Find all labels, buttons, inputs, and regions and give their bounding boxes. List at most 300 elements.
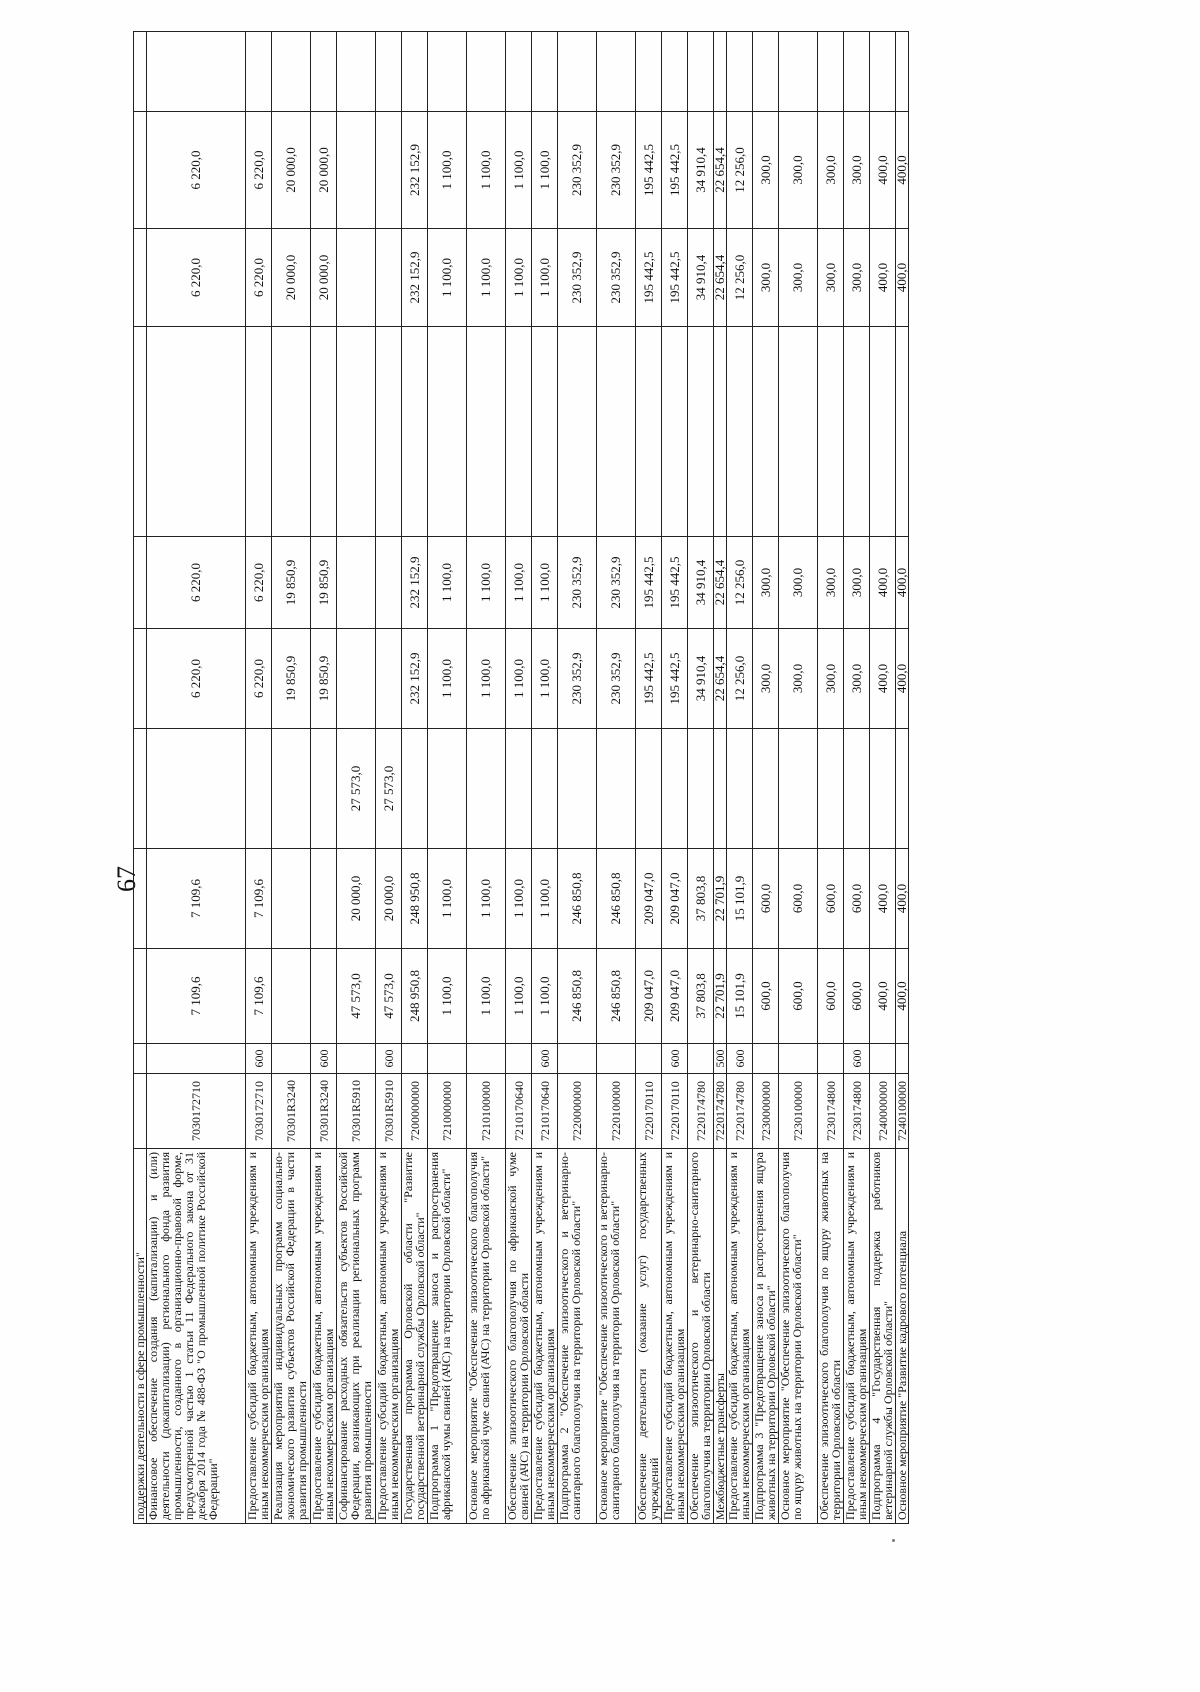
expense-type-cell	[779, 1044, 818, 1074]
amount-cell	[844, 327, 870, 537]
row-name-cell: Основное мероприятие "Развитие кадрового потенциала	[896, 1149, 909, 1524]
amount-cell: 400,0	[896, 537, 909, 629]
amount-cell: 300,0	[779, 537, 818, 629]
amount-cell	[134, 112, 147, 229]
row-name-cell: Подпрограмма 2 "Обеспечение эпизоотического и ветеринарно-санитарного благополучия на территории Орловской области"	[558, 1149, 597, 1524]
expense-type-cell	[272, 1044, 311, 1074]
amount-cell	[714, 327, 727, 537]
amount-cell: 400,0	[896, 112, 909, 229]
amount-cell: 7 109,6	[147, 849, 246, 949]
table-row	[402, 32, 428, 1524]
amount-cell: 600,0	[753, 949, 779, 1044]
amount-cell	[753, 32, 779, 112]
target-code-cell: 7230000000	[753, 1074, 779, 1149]
table-row	[727, 32, 753, 1524]
table-row	[714, 32, 727, 1524]
amount-cell: 20 000,0	[376, 849, 402, 949]
amount-cell	[753, 327, 779, 537]
row-name-cell: Обеспечение эпизоотического и ветеринарно-санитарного благополучия на территории Орловской области	[688, 1149, 714, 1524]
amount-cell: 1 100,0	[467, 537, 506, 629]
amount-cell: 209 047,0	[636, 949, 662, 1044]
amount-cell	[402, 32, 428, 112]
amount-cell	[597, 729, 636, 849]
amount-cell: 7 109,6	[147, 949, 246, 1044]
amount-cell: 20 000,0	[272, 112, 311, 229]
amount-cell: 19 850,9	[272, 537, 311, 629]
target-code-cell: 7030172710	[246, 1074, 272, 1149]
table-row	[337, 32, 376, 1524]
amount-cell	[597, 32, 636, 112]
amount-cell	[428, 32, 467, 112]
table-row	[532, 32, 558, 1524]
row-name-cell: Обеспечение эпизоотического благополучия по ящуру животных на территории Орловской области	[818, 1149, 844, 1524]
amount-cell: 230 352,9	[597, 629, 636, 729]
amount-cell	[311, 949, 337, 1044]
amount-cell	[896, 327, 909, 537]
expense-type-cell	[870, 1044, 896, 1074]
amount-cell	[636, 729, 662, 849]
target-code-cell: 70301R5910	[376, 1074, 402, 1149]
table-row	[246, 32, 272, 1524]
amount-cell	[402, 327, 428, 537]
amount-cell: 12 256,0	[727, 229, 753, 327]
amount-cell: 34 910,4	[688, 629, 714, 729]
amount-cell: 1 100,0	[467, 229, 506, 327]
amount-cell: 22 654,4	[714, 537, 727, 629]
amount-cell: 1 100,0	[506, 849, 532, 949]
table-row	[753, 32, 779, 1524]
amount-cell: 300,0	[844, 229, 870, 327]
amount-cell	[506, 729, 532, 849]
expense-type-cell: 600	[376, 1044, 402, 1074]
amount-cell: 1 100,0	[428, 629, 467, 729]
expense-type-cell: 600	[311, 1044, 337, 1074]
amount-cell	[688, 327, 714, 537]
amount-cell	[662, 729, 688, 849]
target-code-cell: 7210000000	[428, 1074, 467, 1149]
table-row	[311, 32, 337, 1524]
target-code-cell: 7230174800	[818, 1074, 844, 1149]
amount-cell	[147, 32, 246, 112]
amount-cell: 232 152,9	[402, 537, 428, 629]
amount-cell: 22 654,4	[714, 629, 727, 729]
amount-cell	[376, 537, 402, 629]
expense-type-cell	[753, 1044, 779, 1074]
amount-cell	[558, 327, 597, 537]
budget-table	[133, 31, 909, 1524]
target-code-cell: 7220174780	[714, 1074, 727, 1149]
amount-cell: 37 803,8	[688, 949, 714, 1044]
amount-cell: 300,0	[779, 629, 818, 729]
amount-cell	[134, 32, 147, 112]
amount-cell	[467, 327, 506, 537]
amount-cell: 300,0	[844, 537, 870, 629]
amount-cell	[134, 629, 147, 729]
amount-cell: 400,0	[896, 849, 909, 949]
expense-type-cell	[818, 1044, 844, 1074]
amount-cell: 19 850,9	[272, 629, 311, 729]
amount-cell: 400,0	[870, 629, 896, 729]
table-row	[147, 32, 246, 1524]
amount-cell: 12 256,0	[727, 112, 753, 229]
expense-type-cell: 600	[246, 1044, 272, 1074]
amount-cell: 1 100,0	[428, 537, 467, 629]
amount-cell	[311, 32, 337, 112]
target-code-cell: 7200000000	[402, 1074, 428, 1149]
amount-cell: 27 573,0	[376, 729, 402, 849]
amount-cell: 600,0	[844, 949, 870, 1044]
amount-cell	[376, 112, 402, 229]
amount-cell	[870, 729, 896, 849]
amount-cell: 1 100,0	[428, 849, 467, 949]
amount-cell: 1 100,0	[506, 537, 532, 629]
amount-cell	[246, 327, 272, 537]
amount-cell	[272, 327, 311, 537]
table-row	[376, 32, 402, 1524]
row-name-cell: поддержки деятельности в сфере промышленности"	[134, 1149, 147, 1524]
amount-cell: 195 442,5	[662, 629, 688, 729]
row-name-cell: Предоставление субсидий бюджетным, автономным учреждениям и иным некоммерческим организациям	[246, 1149, 272, 1524]
amount-cell: 400,0	[896, 629, 909, 729]
target-code-cell: 7210170640	[532, 1074, 558, 1149]
expense-type-cell	[428, 1044, 467, 1074]
table-row	[558, 32, 597, 1524]
amount-cell	[844, 729, 870, 849]
expense-type-cell: 600	[662, 1044, 688, 1074]
target-code-cell: 7240000000	[870, 1074, 896, 1149]
amount-cell	[818, 32, 844, 112]
amount-cell	[428, 327, 467, 537]
expense-type-cell	[402, 1044, 428, 1074]
row-name-cell: Предоставление субсидий бюджетным, автономным учреждениям и иным некоммерческим организациям	[311, 1149, 337, 1524]
amount-cell: 300,0	[753, 112, 779, 229]
row-name-cell: Государственная программа Орловской области "Развитие государственной ветеринарной службы Орловской области"	[402, 1149, 428, 1524]
row-name-cell: Предоставление субсидий бюджетным, автономным учреждениям и иным некоммерческим организациям	[727, 1149, 753, 1524]
amount-cell: 7 109,6	[246, 849, 272, 949]
amount-cell	[727, 327, 753, 537]
amount-cell	[337, 327, 376, 537]
table-row	[662, 32, 688, 1524]
amount-cell: 246 850,8	[597, 849, 636, 949]
amount-cell: 6 220,0	[246, 537, 272, 629]
amount-cell: 209 047,0	[662, 949, 688, 1044]
target-code-cell: 7210170640	[506, 1074, 532, 1149]
amount-cell	[376, 32, 402, 112]
amount-cell: 300,0	[818, 229, 844, 327]
target-code-cell: 7220174780	[688, 1074, 714, 1149]
amount-cell: 400,0	[896, 229, 909, 327]
row-name-cell: Реализация мероприятий индивидуальных программ социально-экономического развития субъектов Российской Федерации в части развития промышленности	[272, 1149, 311, 1524]
amount-cell: 300,0	[753, 629, 779, 729]
amount-cell: 300,0	[753, 537, 779, 629]
amount-cell	[147, 729, 246, 849]
amount-cell: 400,0	[896, 949, 909, 1044]
expense-type-cell: 600	[532, 1044, 558, 1074]
amount-cell	[337, 229, 376, 327]
amount-cell: 12 256,0	[727, 537, 753, 629]
amount-cell: 22 701,9	[714, 849, 727, 949]
amount-cell	[870, 32, 896, 112]
amount-cell: 1 100,0	[506, 949, 532, 1044]
amount-cell	[896, 729, 909, 849]
amount-cell: 6 220,0	[246, 229, 272, 327]
amount-cell: 600,0	[844, 849, 870, 949]
amount-cell: 6 220,0	[246, 112, 272, 229]
amount-cell	[896, 32, 909, 112]
amount-cell: 230 352,9	[597, 537, 636, 629]
target-code-cell: 7240100000	[896, 1074, 909, 1149]
amount-cell: 300,0	[779, 229, 818, 327]
row-name-cell: Основное мероприятие "Обеспечение эпизоотического благополучия по ящуру животных на территории Орловской области"	[779, 1149, 818, 1524]
amount-cell: 209 047,0	[662, 849, 688, 949]
amount-cell: 248 950,8	[402, 949, 428, 1044]
amount-cell	[272, 32, 311, 112]
table-row	[272, 32, 311, 1524]
amount-cell	[779, 327, 818, 537]
amount-cell	[376, 629, 402, 729]
amount-cell	[467, 32, 506, 112]
amount-cell: 1 100,0	[506, 629, 532, 729]
amount-cell	[532, 32, 558, 112]
amount-cell	[311, 849, 337, 949]
amount-cell: 1 100,0	[428, 112, 467, 229]
row-name-cell: Основное мероприятие "Обеспечение эпизоотического благополучия по африканской чуме свиней (АЧС) на территории Орловской области"	[467, 1149, 506, 1524]
amount-cell: 400,0	[870, 949, 896, 1044]
row-name-cell: Предоставление субсидий бюджетным, автономным учреждениям и иным некоммерческим организациям	[662, 1149, 688, 1524]
row-name-cell: Обеспечение эпизоотического благополучия по африканской чуме свиней (АЧС) на территории Орловской области	[506, 1149, 532, 1524]
table-row	[844, 32, 870, 1524]
table-row	[870, 32, 896, 1524]
row-name-cell: Предоставление субсидий бюджетным, автономным учреждениям и иным некоммерческим организациям	[376, 1149, 402, 1524]
amount-cell: 600,0	[818, 849, 844, 949]
amount-cell	[506, 32, 532, 112]
amount-cell: 37 803,8	[688, 849, 714, 949]
amount-cell: 400,0	[870, 229, 896, 327]
amount-cell: 246 850,8	[558, 849, 597, 949]
amount-cell	[818, 729, 844, 849]
amount-cell	[134, 949, 147, 1044]
amount-cell: 232 152,9	[402, 112, 428, 229]
amount-cell: 15 101,9	[727, 949, 753, 1044]
amount-cell: 22 654,4	[714, 229, 727, 327]
row-name-cell: Основное мероприятие "Обеспечение эпизоотического и ветеринарно-санитарного благополучия на территории Орловской области"	[597, 1149, 636, 1524]
amount-cell	[246, 32, 272, 112]
amount-cell: 1 100,0	[532, 112, 558, 229]
amount-cell: 600,0	[779, 949, 818, 1044]
amount-cell	[779, 32, 818, 112]
target-code-cell: 7230100000	[779, 1074, 818, 1149]
amount-cell: 34 910,4	[688, 537, 714, 629]
amount-cell	[376, 229, 402, 327]
target-code-cell	[134, 1074, 147, 1149]
amount-cell	[272, 849, 311, 949]
table-row	[779, 32, 818, 1524]
table-row	[688, 32, 714, 1524]
amount-cell	[506, 327, 532, 537]
amount-cell: 246 850,8	[597, 949, 636, 1044]
amount-cell: 300,0	[818, 537, 844, 629]
amount-cell: 20 000,0	[337, 849, 376, 949]
row-name-cell: Подпрограмма 3 "Предотвращение заноса и распространения ящура животных на территории Орловской области"	[753, 1149, 779, 1524]
row-name-cell: Межбюджетные трансферты	[714, 1149, 727, 1524]
table-body	[134, 32, 909, 1524]
amount-cell: 300,0	[844, 629, 870, 729]
amount-cell: 20 000,0	[311, 229, 337, 327]
amount-cell	[311, 327, 337, 537]
scan-speck	[892, 1539, 895, 1542]
expense-type-cell: 600	[844, 1044, 870, 1074]
amount-cell: 12 256,0	[727, 629, 753, 729]
amount-cell: 6 220,0	[246, 629, 272, 729]
amount-cell	[311, 729, 337, 849]
amount-cell	[134, 229, 147, 327]
table-row	[506, 32, 532, 1524]
amount-cell: 1 100,0	[506, 229, 532, 327]
amount-cell: 1 100,0	[532, 629, 558, 729]
amount-cell	[467, 729, 506, 849]
target-code-cell: 70301R3240	[311, 1074, 337, 1149]
amount-cell: 1 100,0	[532, 849, 558, 949]
amount-cell: 195 442,5	[636, 537, 662, 629]
amount-cell: 600,0	[779, 849, 818, 949]
expense-type-cell	[337, 1044, 376, 1074]
amount-cell	[844, 32, 870, 112]
amount-cell	[662, 32, 688, 112]
amount-cell: 19 850,9	[311, 629, 337, 729]
amount-cell: 19 850,9	[311, 537, 337, 629]
amount-cell	[134, 729, 147, 849]
amount-cell: 1 100,0	[467, 112, 506, 229]
target-code-cell: 7210100000	[467, 1074, 506, 1149]
amount-cell	[134, 537, 147, 629]
row-name-cell: Софинансирование расходных обязательств субъектов Российской Федерации, возникающих при реализации региональных программ развития промышленности	[337, 1149, 376, 1524]
amount-cell: 232 152,9	[402, 629, 428, 729]
table-row	[134, 32, 147, 1524]
amount-cell	[147, 327, 246, 537]
amount-cell: 232 152,9	[402, 229, 428, 327]
expense-type-cell	[558, 1044, 597, 1074]
amount-cell: 47 573,0	[337, 949, 376, 1044]
amount-cell: 230 352,9	[558, 229, 597, 327]
expense-type-cell: 500	[714, 1044, 727, 1074]
amount-cell: 1 100,0	[467, 949, 506, 1044]
target-code-cell: 7220170110	[636, 1074, 662, 1149]
amount-cell: 20 000,0	[272, 229, 311, 327]
expense-type-cell	[688, 1044, 714, 1074]
amount-cell: 34 910,4	[688, 229, 714, 327]
amount-cell	[337, 629, 376, 729]
row-name-cell: Подпрограмма 1 "Предотвращение заноса и распространения африканской чумы свиней (АЧС) на территории Орловской области"	[428, 1149, 467, 1524]
table-row	[467, 32, 506, 1524]
amount-cell: 20 000,0	[311, 112, 337, 229]
amount-cell	[714, 32, 727, 112]
amount-cell: 1 100,0	[532, 229, 558, 327]
amount-cell	[134, 327, 147, 537]
amount-cell: 195 442,5	[662, 537, 688, 629]
amount-cell	[597, 327, 636, 537]
target-code-cell: 7220100000	[597, 1074, 636, 1149]
amount-cell: 400,0	[870, 112, 896, 229]
target-code-cell: 70301R5910	[337, 1074, 376, 1149]
amount-cell: 230 352,9	[558, 629, 597, 729]
row-name-cell: Финансовое обеспечение создания (капитализации) и (или) деятельности (докапитализации) регионального фонда развития промышленности, созданного в организационно-правовой форме, предусмотренной частью 1 статьи 11 Федерального закона от 31 декабря 2014 года № 488-ФЗ "О промышленной политике Российской Федерации"	[147, 1149, 246, 1524]
page-number: 67	[112, 866, 141, 892]
amount-cell: 1 100,0	[532, 949, 558, 1044]
amount-cell	[662, 327, 688, 537]
target-code-cell: 70301R3240	[272, 1074, 311, 1149]
amount-cell	[428, 729, 467, 849]
amount-cell: 300,0	[779, 112, 818, 229]
amount-cell: 1 100,0	[467, 629, 506, 729]
table-row	[896, 32, 909, 1524]
amount-cell	[272, 729, 311, 849]
amount-cell	[727, 32, 753, 112]
amount-cell	[272, 949, 311, 1044]
amount-cell: 600,0	[818, 949, 844, 1044]
expense-type-cell	[896, 1044, 909, 1074]
expense-type-cell	[636, 1044, 662, 1074]
amount-cell	[636, 32, 662, 112]
amount-cell	[558, 729, 597, 849]
amount-cell	[779, 729, 818, 849]
target-code-cell: 7220000000	[558, 1074, 597, 1149]
amount-cell	[376, 327, 402, 537]
amount-cell: 195 442,5	[662, 112, 688, 229]
amount-cell	[402, 729, 428, 849]
amount-cell	[714, 729, 727, 849]
target-code-cell: 7230174800	[844, 1074, 870, 1149]
amount-cell: 400,0	[870, 849, 896, 949]
table-row	[597, 32, 636, 1524]
expense-type-cell	[147, 1044, 246, 1074]
amount-cell: 195 442,5	[636, 629, 662, 729]
amount-cell: 47 573,0	[376, 949, 402, 1044]
expense-type-cell	[467, 1044, 506, 1074]
amount-cell	[337, 112, 376, 229]
row-name-cell: Обеспечение деятельности (оказание услуг) государственных учреждений	[636, 1149, 662, 1524]
amount-cell	[688, 729, 714, 849]
amount-cell	[753, 729, 779, 849]
amount-cell: 6 220,0	[147, 229, 246, 327]
expense-type-cell	[134, 1044, 147, 1074]
amount-cell: 300,0	[753, 229, 779, 327]
amount-cell	[870, 327, 896, 537]
amount-cell: 195 442,5	[636, 112, 662, 229]
amount-cell	[532, 729, 558, 849]
expense-type-cell: 600	[727, 1044, 753, 1074]
amount-cell	[727, 729, 753, 849]
amount-cell: 7 109,6	[246, 949, 272, 1044]
amount-cell	[134, 849, 147, 949]
amount-cell: 6 220,0	[147, 537, 246, 629]
amount-cell: 195 442,5	[636, 229, 662, 327]
amount-cell: 209 047,0	[636, 849, 662, 949]
amount-cell: 230 352,9	[597, 229, 636, 327]
row-name-cell: Предоставление субсидий бюджетным, автономным учреждениям и иным некоммерческим организациям	[532, 1149, 558, 1524]
table-row	[818, 32, 844, 1524]
target-code-cell: 7220170110	[662, 1074, 688, 1149]
amount-cell	[337, 32, 376, 112]
amount-cell	[246, 729, 272, 849]
amount-cell: 246 850,8	[558, 949, 597, 1044]
target-code-cell: 7220174780	[727, 1074, 753, 1149]
amount-cell: 1 100,0	[428, 229, 467, 327]
amount-cell: 230 352,9	[597, 112, 636, 229]
amount-cell: 248 950,8	[402, 849, 428, 949]
amount-cell: 1 100,0	[532, 537, 558, 629]
amount-cell: 1 100,0	[506, 112, 532, 229]
amount-cell: 195 442,5	[662, 229, 688, 327]
